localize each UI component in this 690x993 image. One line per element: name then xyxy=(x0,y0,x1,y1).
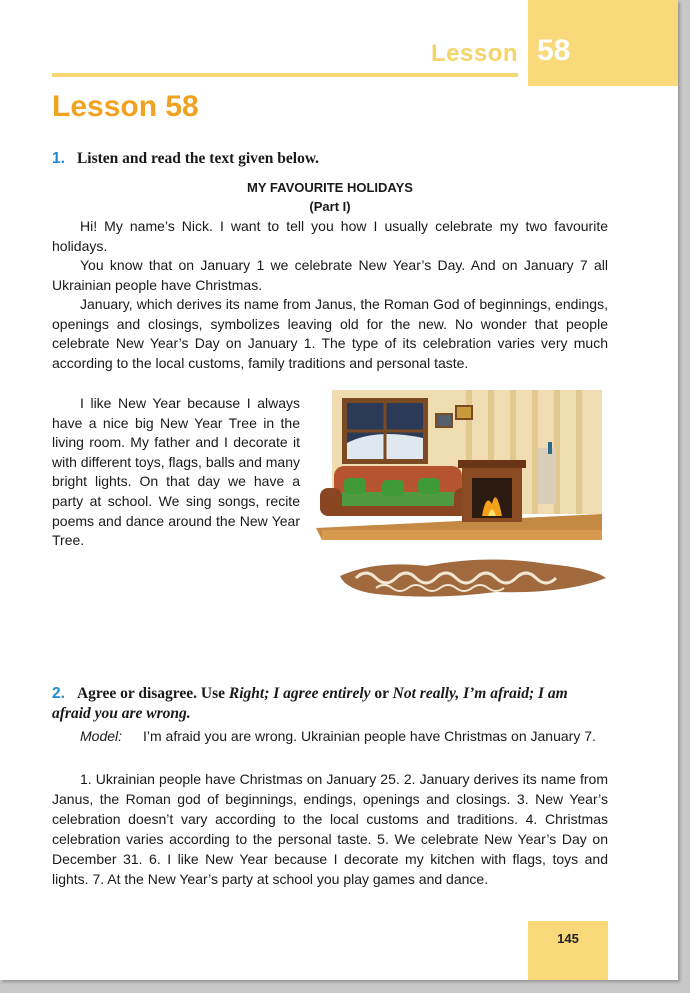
model-text: I’m afraid you are wrong. Ukrainian people have Christmas on January 7. xyxy=(143,728,596,744)
page-title xyxy=(52,90,199,124)
cushion xyxy=(418,478,440,494)
exercise-1-heading xyxy=(52,150,319,168)
paragraph-1: Hi! My name’s Nick. I want to tell you how I usually celebrate my two favourite holidays. xyxy=(52,218,608,254)
exercise-2-heading xyxy=(52,684,608,724)
phrase-agree: Right; I agree entirely xyxy=(228,685,371,702)
phrase-disagree: Not really, I’m afraid; I am afraid you are wrong. xyxy=(52,685,568,722)
text-subtitle: (Part I) xyxy=(309,199,351,214)
page-number: 145 xyxy=(557,931,579,946)
exercise-1-instruction: Listen and read the text given below. xyxy=(76,150,320,167)
lamp-base xyxy=(538,448,556,504)
paragraph-2: You know that on January 1 we celebrate New Year’s Day. And on January 7 all Ukrainian people have Christmas. xyxy=(52,257,608,293)
cushion xyxy=(344,478,366,494)
header-rule xyxy=(52,73,518,77)
paragraph-4: I like New Year because I always have a nice big New Year Tree in the living room. My father and I decorate it with different toys, flags, balls and many bright lights. On that day we have a party at school. We sing songs, recite poems and dance around the New Year Tree. xyxy=(52,395,300,549)
small-picture-2 xyxy=(456,406,472,419)
model-label: Model: xyxy=(80,728,123,744)
exercise-1-number: 1. xyxy=(52,150,65,167)
header-lesson-word: Lesson xyxy=(431,40,519,67)
carpet xyxy=(340,559,606,596)
paragraph-3: January, which derives its name from Janus, the Roman God of beginnings, endings, openings and closings, symbolizes leaving old for the new. No wonder that people celebrate New Year’s Day on January 1. The type of its celebration varies very much according to the local customs, family traditions and personal taste. xyxy=(52,296,608,371)
exercise-2-number: 2. xyxy=(52,685,65,702)
small-picture xyxy=(436,414,452,427)
title-word: Lesson xyxy=(52,90,158,123)
statements-list: 1. Ukrainian people have Christmas on January 25. 2. January derives its name from Janus, the Roman god of beginnings, endings, openings and closings. 3. New Year’s celebration doesn’t vary according to the local customs and traditions. 4. Christmas celebration varies according to the personal taste. 5. We celebrate New Year’s Day on December 31. 6. I like New Year because I decorate my kitchen with flags, toys and lights. 7. At the New Year’s party at school you play games and dance. xyxy=(52,771,608,887)
header-lesson-number: 58 xyxy=(537,34,571,67)
instruction-or: or xyxy=(370,685,393,702)
title-number: 58 xyxy=(165,90,199,123)
cushion xyxy=(382,480,404,496)
exercise-2-instruction: Agree or disagree. Use xyxy=(76,685,229,702)
page-number-tab xyxy=(528,921,608,980)
living-room-illustration xyxy=(316,388,610,600)
text-title: MY FAVOURITE HOLIDAYS xyxy=(247,180,413,195)
